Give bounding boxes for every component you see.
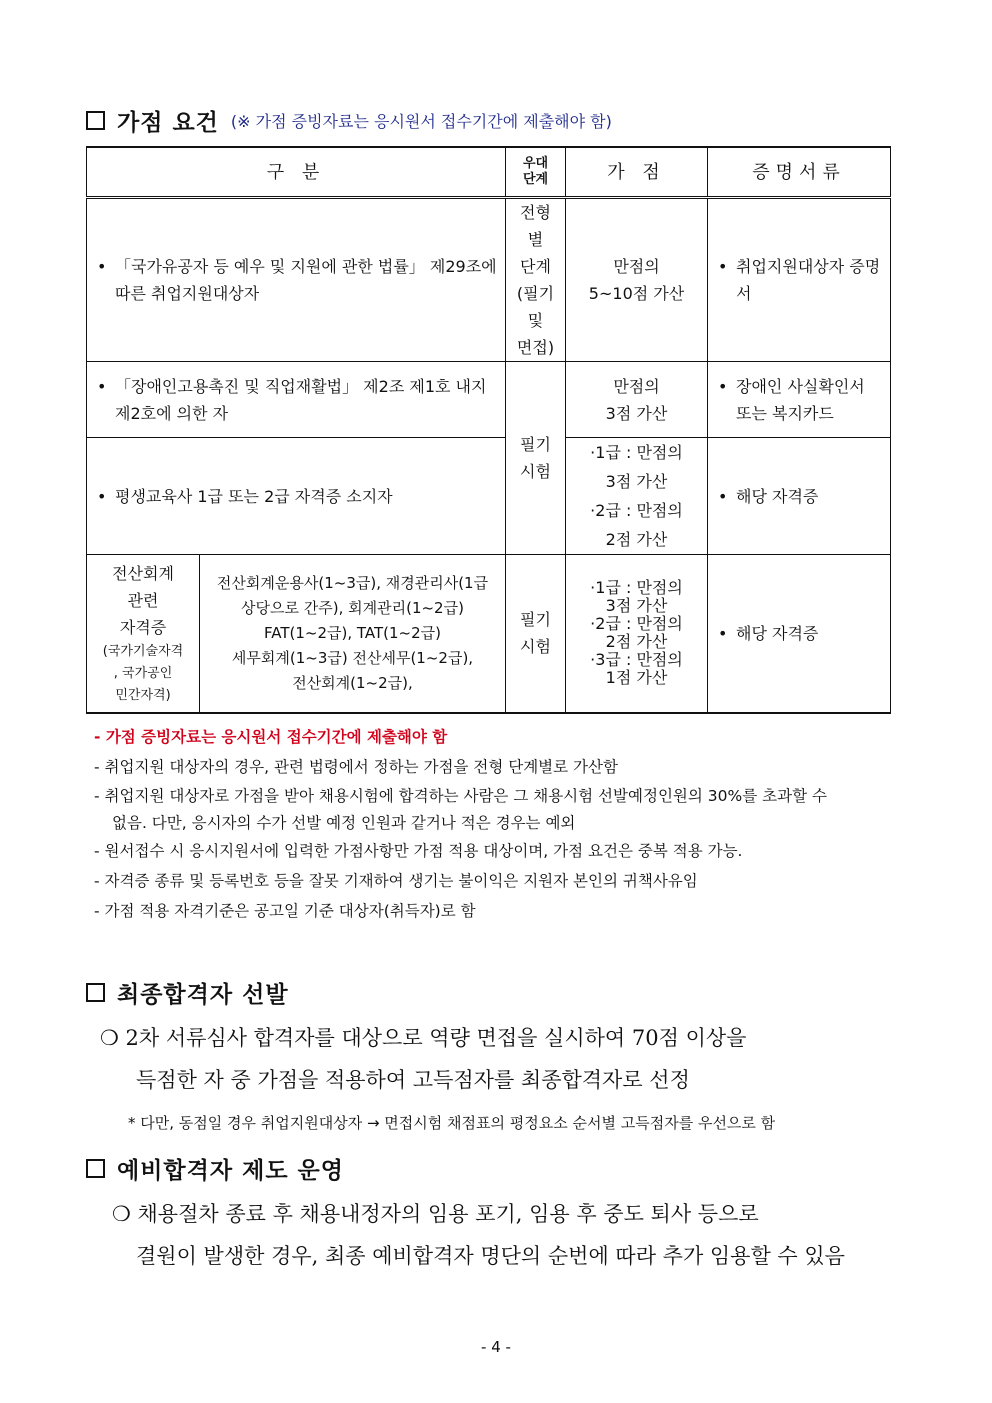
reserve-para-line1: ❍ 채용절차 종료 후 채용내정자의 임용 포기, 임용 후 중도 퇴사 등으로: [112, 1202, 759, 1226]
row-stage: 필기 시험: [506, 555, 566, 713]
note-item: - 원서접수 시 응시지원서에 입력한 가점사항만 가점 적용 대상이며, 가점 요건은 중복 적용 가능.: [94, 842, 743, 860]
header-docs: 증명서류: [708, 147, 891, 198]
table-row: [87, 198, 891, 362]
header-category: 구 분: [87, 147, 506, 198]
section-title: 예비합격자 제도 운영: [117, 1158, 344, 1184]
row-docs: • 해당 자격증: [714, 483, 884, 510]
checkbox-square-icon: [86, 983, 105, 1002]
row-category-sub: (국가기술자격 , 국가공인 민간자격): [102, 643, 184, 703]
row-qualifications: 전산회계운용사(1~3급), 재경관리사(1급 상당으로 간주), 회계관리(1~2급) FAT(1~2급), TAT(1~2급) 세무회계(1~3급) 전산세무(1~2급), 전산회계(1~2급),: [200, 555, 506, 713]
section-note: (※ 가점 증빙자료는 응시원서 접수기간에 제출해야 함): [230, 112, 612, 131]
table-row: [87, 438, 891, 555]
section-heading-reserve: [86, 1152, 344, 1185]
section-heading-bonus: [86, 104, 612, 137]
table-header-row: [87, 147, 891, 198]
notes-list: [94, 722, 906, 926]
bonus-requirements-table: [86, 146, 891, 714]
row-category: • 「장애인고용촉진 및 직업재활법」 제2조 제1호 내지 제2호에 의한 자: [93, 373, 499, 427]
final-para-line2: 득점한 자 중 가점을 적용하여 고득점자를 최종합격자로 선정: [136, 1068, 690, 1092]
row-points: 만점의 5~10점 가산: [566, 198, 708, 362]
note-item: - 취업지원 대상자로 가점을 받아 채용시험에 합격하는 사람은 그 채용시험 선발예정인원의 30%를 초과할 수: [94, 787, 827, 805]
note-item: - 가점 증빙자료는 응시원서 접수기간에 제출해야 함: [94, 728, 448, 746]
note-item: - 가점 적용 자격기준은 공고일 기준 대상자(취득자)로 함: [94, 902, 476, 920]
row-points: 만점의 3점 가산: [566, 362, 708, 438]
final-footnote: * 다만, 동점일 경우 취업지원대상자 → 면접시험 채점표의 평정요소 순서별 고득점자를 우선으로 함: [128, 1114, 776, 1132]
row-docs: • 해당 자격증: [714, 620, 884, 647]
note-item: - 자격증 종류 및 등록번호 등을 잘못 기재하여 생기는 불이익은 지원자 본인의 귀책사유임: [94, 872, 698, 890]
header-points: 가 점: [566, 147, 708, 198]
reserve-para-line2: 결원이 발생한 경우, 최종 예비합격자 명단의 순번에 따라 추가 임용할 수 있음: [136, 1244, 845, 1268]
checkbox-square-icon: [86, 111, 105, 130]
row-category: • 「국가유공자 등 예우 및 지원에 관한 법률」 제29조에 따른 취업지원대상자: [93, 253, 499, 307]
row-docs: • 취업지원대상자 증명서: [714, 253, 884, 307]
section-title: 최종합격자 선발: [117, 982, 289, 1008]
row-stage: 전형 별 단계 (필기 및 면접): [506, 198, 566, 362]
final-para-line1: ❍ 2차 서류심사 합격자를 대상으로 역량 면접을 실시하여 70점 이상을: [100, 1026, 747, 1050]
row-category-cell: [87, 555, 200, 713]
row-docs: • 장애인 사실확인서 또는 복지카드: [714, 373, 884, 427]
page-number: - 4 -: [481, 1338, 511, 1356]
row-category: • 평생교육사 1급 또는 2급 자격증 소지자: [93, 483, 499, 510]
row-points: ·1급 : 만점의 3점 가산 ·2급 : 만점의 2점 가산 ·3급 : 만점의 1점 가산: [566, 555, 708, 713]
table-row: [87, 362, 891, 438]
note-item: - 취업지원 대상자의 경우, 관련 법령에서 정하는 가점을 전형 단계별로 가산함: [94, 758, 618, 776]
row-category-main: 전산회계 관련 자격증: [112, 563, 174, 637]
row-points: ·1급 : 만점의 3점 가산 ·2급 : 만점의 2점 가산: [566, 438, 708, 555]
section-title: 가점 요건: [117, 110, 219, 136]
row-stage: 필기 시험: [506, 362, 566, 555]
table-row: [87, 555, 891, 713]
note-item: 없음. 다만, 응시자의 수가 선발 예정 인원과 같거나 적은 경우는 예외: [112, 814, 576, 832]
checkbox-square-icon: [86, 1159, 105, 1178]
section-heading-final: [86, 976, 289, 1009]
header-stage: 우대 단계: [506, 147, 566, 198]
